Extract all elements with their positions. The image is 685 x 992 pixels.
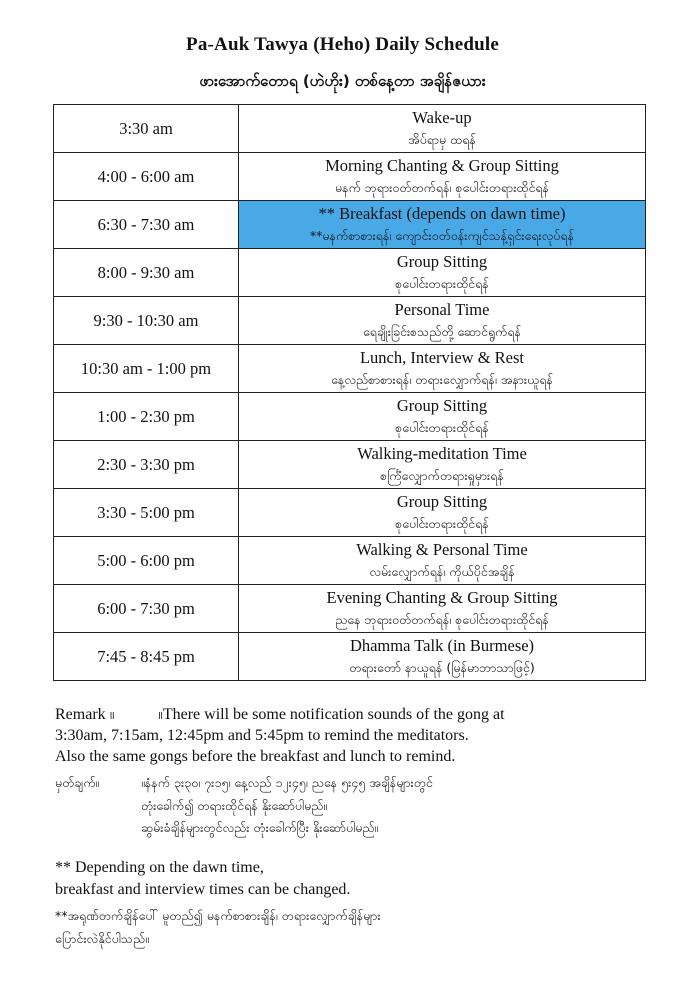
remark-line-burmese: ။နံနက် ၃း၃၀၊ ၇း၁၅၊ နေ့လည် ၁၂း၄၅၊ ညနေ ၅း၄၅ အချိန်များတွင် <box>141 775 433 790</box>
remark-line: 3:30am, 7:15am, 12:45pm and 5:45pm to remind the meditators. <box>55 727 469 744</box>
activity-burmese: စုပေါင်းတရားထိုင်ရန် <box>395 275 489 291</box>
activity-english: ** Breakfast (depends on dawn time) <box>318 203 566 223</box>
activity-burmese: စုပေါင်းတရားထိုင်ရန် <box>395 515 489 531</box>
schedule-time: 2:30 - 3:30 pm <box>54 441 239 489</box>
footnote-burmese <box>55 905 655 950</box>
page-title-burmese: ဖားအောက်တောရ (ဟဲဟိုး) တစ်နေ့တာ အချိန်ဇယား <box>199 72 486 90</box>
activity-english: Walking-meditation Time <box>357 443 527 463</box>
activity-english: Group Sitting <box>396 395 488 415</box>
schedule-activity <box>239 297 646 345</box>
footnote-line: breakfast and interview times can be changed. <box>55 881 351 898</box>
remark-line-burmese: တုံးခေါက်၍ တရားထိုင်ရန် နိုးဆော်ပါမည်။ <box>141 797 328 813</box>
schedule-row <box>54 153 646 201</box>
schedule-row <box>54 297 646 345</box>
activity-burmese: စုပေါင်းတရားထိုင်ရန် <box>395 419 489 435</box>
schedule-time: 9:30 - 10:30 am <box>54 297 239 345</box>
footnote-line-burmese: **အရုဏ်တက်ချိန်ပေါ် မူတည်၍ မနက်စာစားချိန်၊ တရားလျှောက်ချိန်များ <box>55 908 381 923</box>
remark-label: Remark ။ <box>55 706 115 723</box>
schedule-time: 1:00 - 2:30 pm <box>54 393 239 441</box>
activity-english: Morning Chanting & Group Sitting <box>325 155 559 175</box>
remark-line: ။There will be some notification sounds of the gong at <box>158 706 505 723</box>
schedule-time: 3:30 - 5:00 pm <box>54 489 239 537</box>
schedule-row <box>54 201 646 249</box>
schedule-time: 3:30 am <box>54 105 239 153</box>
schedule-row <box>54 585 646 633</box>
schedule-row <box>54 633 646 681</box>
schedule-activity <box>239 489 646 537</box>
activity-burmese: ရေချိုးခြင်းစသည်တို့ ဆောင်ရွက်ရန် <box>362 323 522 339</box>
activity-english: Evening Chanting & Group Sitting <box>326 587 558 607</box>
activity-burmese: **မနက်စာစားရန်၊ ကျောင်းဝတ်ဝန်းကျင်သန့်ရှင်းရေးလုပ်ရန် <box>309 227 575 243</box>
schedule-row <box>54 393 646 441</box>
footnote-line: ** Depending on the dawn time, <box>55 859 264 876</box>
schedule-activity <box>239 393 646 441</box>
schedule-row <box>54 489 646 537</box>
schedule-activity <box>239 633 646 681</box>
remark-line-burmese: ဆွမ်းခံချိန်များတွင်လည်း တုံးခေါက်ပြီး နိုးဆော်ပါမည်။ <box>141 820 379 835</box>
schedule-row <box>54 249 646 297</box>
schedule-activity <box>239 537 646 585</box>
remark-burmese <box>55 772 665 840</box>
schedule-time: 8:00 - 9:30 am <box>54 249 239 297</box>
schedule-activity <box>239 585 646 633</box>
remark-label-burmese: မှတ်ချက်။ <box>55 775 100 790</box>
activity-english: Walking & Personal Time <box>356 539 528 559</box>
activity-burmese: စင်္ကြံလျှောက်တရားရှုမှားရန် <box>380 467 504 483</box>
schedule-row <box>54 345 646 393</box>
schedule-row <box>54 537 646 585</box>
activity-burmese: လမ်းလျှောက်ရန်၊ ကိုယ်ပိုင်အချိန် <box>369 563 515 579</box>
activity-english: Wake-up <box>412 107 472 127</box>
schedule-activity <box>239 201 646 249</box>
activity-burmese: မနက် ဘုရားဝတ်တက်ရန်၊ စုပေါင်းတရားထိုင်ရန် <box>334 179 550 195</box>
activity-burmese: ညနေ ဘုရားဝတ်တက်ရန်၊ စုပေါင်းတရားထိုင်ရန် <box>335 611 549 627</box>
schedule-activity <box>239 249 646 297</box>
schedule-time: 7:45 - 8:45 pm <box>54 633 239 681</box>
schedule-time: 5:00 - 6:00 pm <box>54 537 239 585</box>
activity-english: Dhamma Talk (in Burmese) <box>349 635 535 655</box>
schedule-activity <box>239 441 646 489</box>
activity-english: Group Sitting <box>396 491 488 511</box>
schedule-table <box>53 104 646 681</box>
schedule-activity <box>239 345 646 393</box>
footnote-line-burmese: ပြောင်းလဲနိုင်ပါသည်။ <box>55 930 149 946</box>
activity-burmese: နေ့လည်စာစားရန်၊ တရားလျှောက်ရန်၊ အနားယူရန် <box>331 371 553 387</box>
schedule-time: 6:30 - 7:30 am <box>54 201 239 249</box>
page-title: Pa-Auk Tawya (Heho) Daily Schedule <box>186 34 499 55</box>
schedule-activity <box>239 153 646 201</box>
schedule-time: 10:30 am - 1:00 pm <box>54 345 239 393</box>
remark-line: Also the same gongs before the breakfast and lunch to remind. <box>55 748 456 765</box>
activity-burmese: အိပ်ရာမှ ထရန် <box>408 131 476 147</box>
activity-english: Lunch, Interview & Rest <box>359 347 525 367</box>
activity-english: Group Sitting <box>396 251 488 271</box>
remark-english <box>55 704 655 767</box>
schedule-row <box>54 105 646 153</box>
activity-burmese: တရားတော် နာယူရန် (မြန်မာဘာသာဖြင့်) <box>349 659 535 675</box>
activity-english: Personal Time <box>394 299 490 319</box>
footnote-english <box>55 857 655 901</box>
schedule-time: 6:00 - 7:30 pm <box>54 585 239 633</box>
schedule-activity <box>239 105 646 153</box>
schedule-row <box>54 441 646 489</box>
schedule-time: 4:00 - 6:00 am <box>54 153 239 201</box>
